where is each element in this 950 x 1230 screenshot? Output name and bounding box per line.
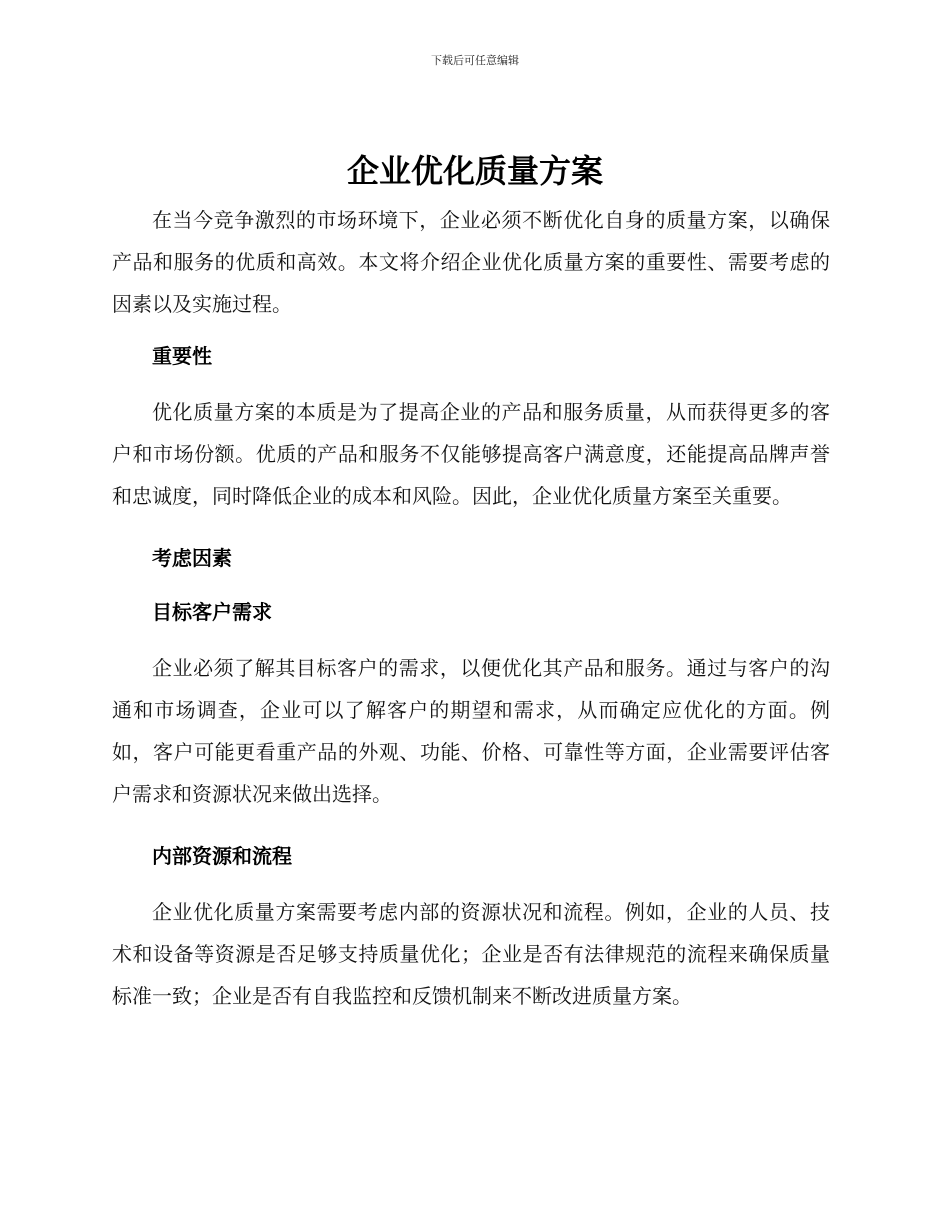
intro-paragraph: 在当今竞争激烈的市场环境下，企业必须不断优化自身的质量方案，以确保产品和服务的优质和高效。本文将介绍企业优化质量方案的重要性、需要考虑的因素以及实施过程。 bbox=[112, 208, 830, 316]
section-heading-factors: 考虑因素 bbox=[152, 546, 232, 570]
page-header: 下载后可任意编辑 bbox=[431, 54, 519, 67]
section-heading-internal-resources: 内部资源和流程 bbox=[152, 844, 292, 868]
internal-resources-paragraph: 企业优化质量方案需要考虑内部的资源状况和流程。例如，企业的人员、技术和设备等资源是否足够支持质量优化；企业是否有法律规范的流程来确保质量标准一致；企业是否有自我监控和反馈机制来不断改进质量方案。 bbox=[112, 900, 830, 1008]
document-body bbox=[112, 199, 830, 1017]
importance-paragraph: 优化质量方案的本质是为了提高企业的产品和服务质量，从而获得更多的客户和市场份额。优质的产品和服务不仅能够提高客户满意度，还能提高品牌声誉和忠诚度，同时降低企业的成本和风险。因此，企业优化质量方案至关重要。 bbox=[112, 400, 830, 508]
customer-needs-paragraph: 企业必须了解其目标客户的需求，以便优化其产品和服务。通过与客户的沟通和市场调查，企业可以了解客户的期望和需求，从而确定应优化的方面。例如，客户可能更看重产品的外观、功能、价格、可靠性等方面，企业需要评估客户需求和资源状况来做出选择。 bbox=[112, 656, 830, 806]
document-title: 企业优化质量方案 bbox=[346, 152, 603, 190]
section-heading-importance: 重要性 bbox=[152, 344, 212, 368]
section-heading-customer-needs: 目标客户需求 bbox=[152, 600, 272, 624]
